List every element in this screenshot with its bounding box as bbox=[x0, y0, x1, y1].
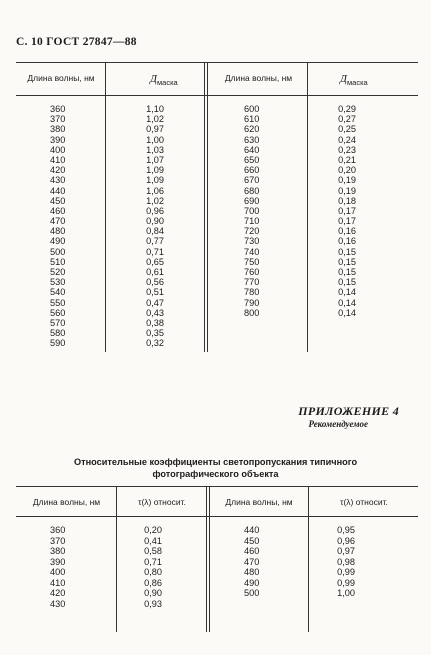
wavelength-cell: 530 bbox=[50, 277, 66, 288]
wavelength-cell: 560 bbox=[50, 307, 66, 318]
wavelength-cell: 430 bbox=[50, 598, 66, 609]
wavelength-cell: 450 bbox=[244, 535, 260, 546]
wavelength-cell: 640 bbox=[244, 144, 260, 155]
wavelength-cell: 700 bbox=[244, 205, 260, 216]
wavelength-cell: 360 bbox=[50, 525, 66, 535]
d-mask-cell: 0,16 bbox=[338, 236, 356, 247]
wavelength-cell: 440 bbox=[244, 525, 260, 535]
d-mask-cell: 1,09 bbox=[146, 175, 164, 186]
tau-cell: 0,86 bbox=[144, 577, 162, 588]
d-mask-cell: 1,06 bbox=[146, 185, 164, 196]
wavelength-cell: 420 bbox=[50, 165, 66, 176]
wavelength-cell: 680 bbox=[244, 185, 260, 196]
wavelength-cell: 590 bbox=[50, 338, 66, 349]
d-mask-cell: 0,29 bbox=[338, 104, 356, 114]
d-mask-cell: 0,61 bbox=[146, 267, 164, 277]
tau-cell: 0,41 bbox=[144, 535, 162, 546]
d-mask-cell: 1,07 bbox=[146, 154, 164, 165]
d-mask-cell: 0,43 bbox=[146, 307, 164, 318]
wavelength-cell: 400 bbox=[50, 567, 66, 577]
wavelength-cell: 740 bbox=[244, 246, 260, 257]
wavelength-cell: 430 bbox=[50, 175, 66, 186]
wavelength-cell: 470 bbox=[50, 216, 66, 227]
d-mask-cell: 0,51 bbox=[146, 287, 164, 298]
table-1-left-wavelength-column bbox=[50, 104, 65, 349]
tau-cell: 0,99 bbox=[337, 567, 355, 577]
d-mask-cell: 0,20 bbox=[338, 165, 356, 176]
appendix-title-line-2: фотографического объекта bbox=[152, 469, 279, 479]
wavelength-cell: 390 bbox=[50, 134, 66, 145]
table-2-left-value-column bbox=[138, 525, 162, 609]
d-mask-cell: 1,09 bbox=[146, 165, 164, 176]
table-1-col-divider bbox=[105, 62, 106, 352]
table-1-right-wavelength-column bbox=[244, 104, 259, 318]
d-mask-cell: 0,96 bbox=[146, 205, 164, 216]
table-1-header-wavelength-left: Длина волны, нм bbox=[27, 73, 95, 83]
d-mask-cell: 1,00 bbox=[146, 134, 164, 145]
d-mask-cell: 0,38 bbox=[146, 317, 164, 328]
wavelength-cell: 550 bbox=[50, 297, 66, 308]
table-2-header-wavelength-left: Длина волны, нм bbox=[32, 497, 101, 507]
table-2-center-divider bbox=[206, 486, 210, 632]
wavelength-cell: 730 bbox=[244, 236, 260, 247]
tau-cell: 0,95 bbox=[337, 525, 355, 535]
wavelength-cell: 610 bbox=[244, 114, 260, 125]
wavelength-cell: 580 bbox=[50, 328, 66, 339]
table-2-col-divider bbox=[116, 486, 117, 632]
wavelength-cell: 380 bbox=[50, 546, 66, 556]
table-2-header-tau-right: τ(λ) относит. bbox=[340, 497, 388, 507]
wavelength-cell: 770 bbox=[244, 277, 260, 288]
appendix-label: ПРИЛОЖЕНИЕ 4 bbox=[298, 404, 399, 418]
d-mask-cell: 0,25 bbox=[338, 124, 356, 135]
d-mask-cell: 1,10 bbox=[146, 104, 164, 114]
wavelength-cell: 720 bbox=[244, 226, 260, 237]
d-mask-cell: 0,27 bbox=[338, 114, 356, 125]
tau-cell: 0,96 bbox=[337, 535, 355, 546]
table-1-col-divider bbox=[307, 62, 308, 352]
table-1-right-value-column bbox=[332, 104, 356, 318]
table-1-top-rule bbox=[16, 62, 418, 63]
d-mask-cell: 0,15 bbox=[338, 246, 356, 257]
appendix-status: Рекомендуемое bbox=[308, 419, 368, 429]
table-2-left-wavelength-column bbox=[50, 525, 65, 609]
wavelength-cell: 500 bbox=[244, 588, 260, 598]
wavelength-cell: 400 bbox=[50, 144, 66, 155]
tau-cell: 1,00 bbox=[337, 588, 355, 598]
wavelength-cell: 650 bbox=[244, 154, 260, 165]
d-mask-cell: 0,90 bbox=[146, 216, 164, 227]
d-mask-cell: 0,15 bbox=[338, 267, 356, 277]
tau-cell: 0,98 bbox=[337, 556, 355, 567]
tau-cell: 0,93 bbox=[144, 598, 162, 609]
wavelength-cell: 410 bbox=[50, 577, 66, 588]
wavelength-cell: 460 bbox=[244, 546, 260, 556]
table-1-left-value-column bbox=[140, 104, 164, 349]
d-mask-cell: 0,14 bbox=[338, 297, 356, 308]
wavelength-cell: 390 bbox=[50, 556, 66, 567]
wavelength-cell: 600 bbox=[244, 104, 260, 114]
d-mask-cell: 0,19 bbox=[338, 175, 356, 186]
wavelength-cell: 790 bbox=[244, 297, 260, 308]
d-mask-cell: 0,14 bbox=[338, 287, 356, 298]
d-mask-cell: 0,18 bbox=[338, 195, 356, 206]
wavelength-cell: 690 bbox=[244, 195, 260, 206]
d-mask-cell: 1,02 bbox=[146, 195, 164, 206]
d-mask-cell: 1,03 bbox=[146, 144, 164, 155]
d-mask-cell: 0,65 bbox=[146, 256, 164, 267]
d-mask-cell: 0,35 bbox=[146, 328, 164, 339]
wavelength-cell: 420 bbox=[50, 588, 66, 598]
wavelength-cell: 710 bbox=[244, 216, 260, 227]
table-1-header-d-right: $Д_{маска}$ bbox=[340, 73, 368, 88]
d-mask-cell: 0,19 bbox=[338, 185, 356, 196]
d-mask-cell: 0,77 bbox=[146, 236, 164, 247]
wavelength-cell: 490 bbox=[50, 236, 66, 247]
d-mask-cell: 0,97 bbox=[146, 124, 164, 135]
tau-cell: 0,90 bbox=[144, 588, 162, 598]
table-2-header-wavelength-right: Длина волны, нм bbox=[225, 497, 293, 507]
table-1-header-wavelength-right: Длина волны, нм bbox=[224, 73, 293, 83]
wavelength-cell: 470 bbox=[244, 556, 260, 567]
wavelength-cell: 410 bbox=[50, 154, 66, 165]
table-2-header-rule bbox=[16, 516, 418, 517]
wavelength-cell: 370 bbox=[50, 535, 66, 546]
wavelength-cell: 780 bbox=[244, 287, 260, 298]
wavelength-cell: 760 bbox=[244, 267, 260, 277]
d-mask-cell: 0,16 bbox=[338, 226, 356, 237]
tau-cell: 0,58 bbox=[144, 546, 162, 556]
wavelength-cell: 630 bbox=[244, 134, 260, 145]
table-2-right-value-column bbox=[331, 525, 355, 599]
wavelength-cell: 360 bbox=[50, 104, 66, 114]
d-mask-cell: 0,32 bbox=[146, 338, 164, 349]
wavelength-cell: 570 bbox=[50, 317, 66, 328]
d-mask-cell: 1,02 bbox=[146, 114, 164, 125]
d-mask-cell: 0,24 bbox=[338, 134, 356, 145]
table-2-col-divider bbox=[308, 486, 309, 632]
wavelength-cell: 540 bbox=[50, 287, 66, 298]
wavelength-cell: 670 bbox=[244, 175, 260, 186]
table-1-center-divider bbox=[204, 62, 208, 352]
wavelength-cell: 480 bbox=[50, 226, 66, 237]
wavelength-cell: 500 bbox=[50, 246, 66, 257]
d-mask-cell: 0,84 bbox=[146, 226, 164, 237]
wavelength-cell: 620 bbox=[244, 124, 260, 135]
d-mask-cell: 0,17 bbox=[338, 216, 356, 227]
table-2-top-rule bbox=[16, 486, 418, 487]
page-header: С. 10 ГОСТ 27847—88 bbox=[16, 36, 137, 48]
d-mask-cell: 0,23 bbox=[338, 144, 356, 155]
appendix-title-line-1: Относительные коэффициенты светопропускания типичного bbox=[73, 457, 358, 467]
table-2-header-tau-left: τ(λ) относит. bbox=[138, 497, 186, 507]
wavelength-cell: 520 bbox=[50, 267, 66, 277]
tau-cell: 0,97 bbox=[337, 546, 355, 556]
table-1-header-d-left: $Д_{маска}$ bbox=[150, 73, 178, 88]
d-mask-cell: 0,17 bbox=[338, 205, 356, 216]
d-mask-cell: 0,47 bbox=[146, 297, 164, 308]
table-2-right-wavelength-column bbox=[244, 525, 259, 599]
wavelength-cell: 660 bbox=[244, 165, 260, 176]
wavelength-cell: 510 bbox=[50, 256, 66, 267]
wavelength-cell: 460 bbox=[50, 205, 66, 216]
d-mask-cell: 0,71 bbox=[146, 246, 164, 257]
wavelength-cell: 480 bbox=[244, 567, 260, 577]
table-1-header-rule bbox=[16, 95, 418, 96]
wavelength-cell: 440 bbox=[50, 185, 66, 196]
wavelength-cell: 800 bbox=[244, 307, 260, 318]
wavelength-cell: 370 bbox=[50, 114, 66, 125]
wavelength-cell: 490 bbox=[244, 577, 260, 588]
d-mask-cell: 0,15 bbox=[338, 256, 356, 267]
d-mask-cell: 0,15 bbox=[338, 277, 356, 288]
wavelength-cell: 750 bbox=[244, 256, 260, 267]
d-mask-cell: 0,56 bbox=[146, 277, 164, 288]
d-mask-cell: 0,21 bbox=[338, 154, 356, 165]
tau-cell: 0,20 bbox=[144, 525, 162, 535]
d-mask-cell: 0,14 bbox=[338, 307, 356, 318]
tau-cell: 0,71 bbox=[144, 556, 162, 567]
wavelength-cell: 450 bbox=[50, 195, 66, 206]
tau-cell: 0,99 bbox=[337, 577, 355, 588]
tau-cell: 0,80 bbox=[144, 567, 162, 577]
wavelength-cell: 380 bbox=[50, 124, 66, 135]
